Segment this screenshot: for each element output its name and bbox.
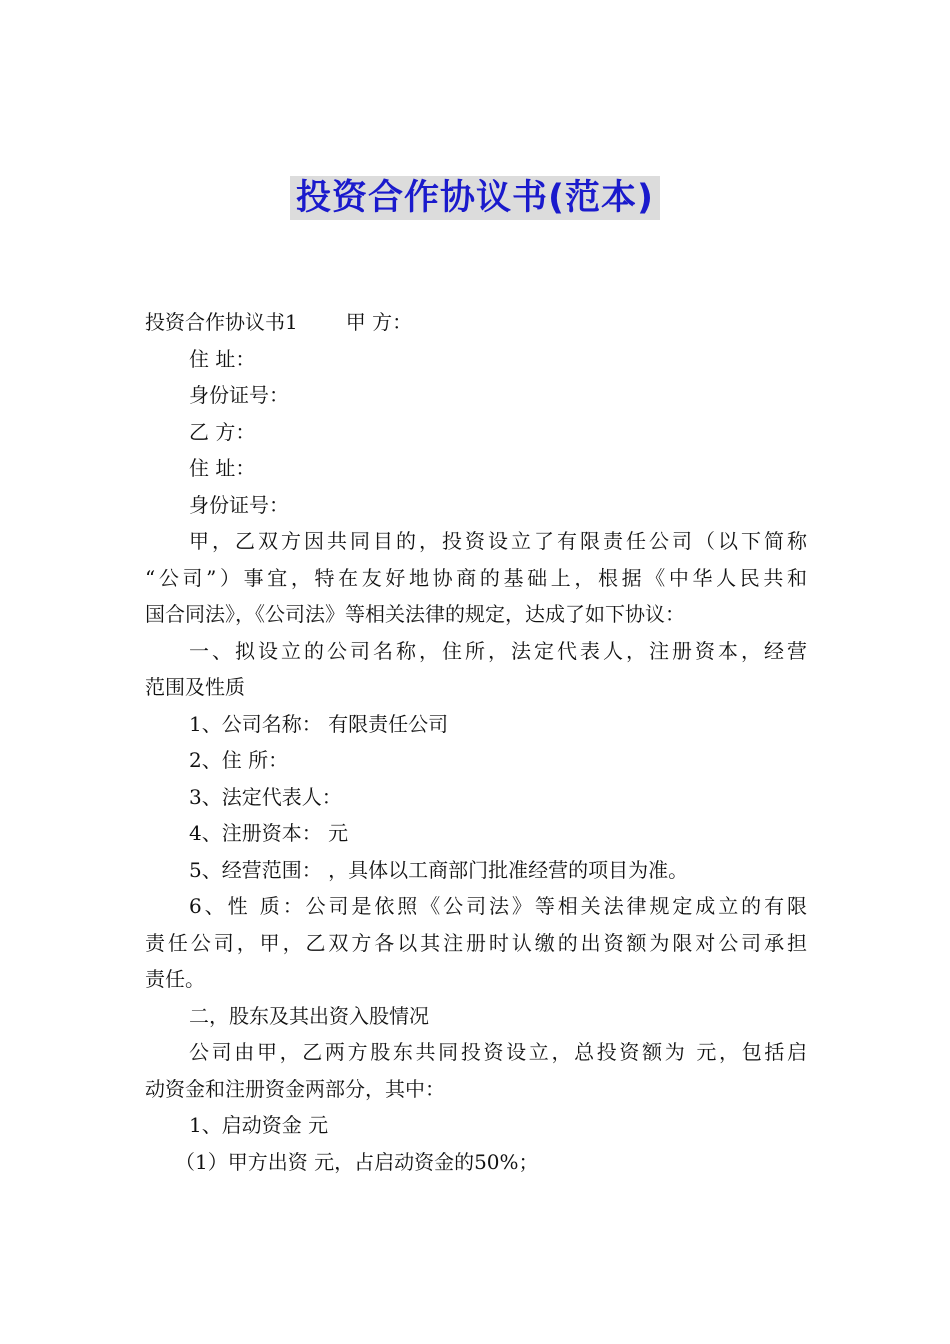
section-1-heading-cont: 范围及性质 [145,675,245,699]
party-b-address: 住 址： [189,456,256,480]
preamble-line-3: 国合同法》，《公司法》等相关法律的规定，达成了如下协议： [145,602,685,626]
company-address-item: 2、住 所： [189,748,289,772]
party-a-contribution-item: （1）甲方出资 元，占启动资金的50%； [175,1149,539,1174]
registered-capital-item: 4、注册资本： 元 [189,821,349,845]
startup-fund-item: 1、启动资金 元 [189,1113,329,1137]
header-line [145,304,807,341]
agreement-label: 投资合作协议书1 [145,310,298,334]
party-a-address: 住 址： [189,346,256,371]
preamble-line-1: 甲，乙双方因共同目的，投资设立了有限责任公司（以下简称 [189,529,807,553]
party-a-label: 甲 方： [345,310,413,334]
nature-item-line-3: 责任。 [145,967,205,991]
title-area [0,176,950,220]
investment-line-2: 动资金和注册资金两部分，其中： [145,1076,445,1101]
document-body [145,304,807,1180]
preamble-line-2: “公司”）事宜，特在友好地协商的基础上，根据《中华人民共和 [145,565,807,590]
legal-rep-item: 3、法定代表人： [189,784,342,809]
document-title: 投资合作协议书(范本) [290,176,660,220]
section-1-heading: 一、拟设立的公司名称，住所，法定代表人，注册资本，经营 [189,638,807,663]
section-2-heading: 二，股东及其出资入股情况 [189,1003,429,1028]
nature-item-line-2: 责任公司，甲，乙双方各以其注册时认缴的出资额为限对公司承担 [145,930,807,955]
party-b-label: 乙 方： [189,419,256,444]
investment-line-1: 公司由甲，乙两方股东共同投资设立，总投资额为 元，包括启 [189,1040,807,1064]
party-b-id: 身份证号： [189,492,289,517]
party-a-id: 身份证号： [189,383,289,407]
nature-item-line-1: 6、性 质：公司是依照《公司法》等相关法律规定成立的有限 [189,894,807,918]
business-scope-item: 5、经营范围： ，具体以工商部门批准经营的项目为准。 [189,857,689,882]
company-name-item: 1、公司名称： 有限责任公司 [189,711,449,736]
